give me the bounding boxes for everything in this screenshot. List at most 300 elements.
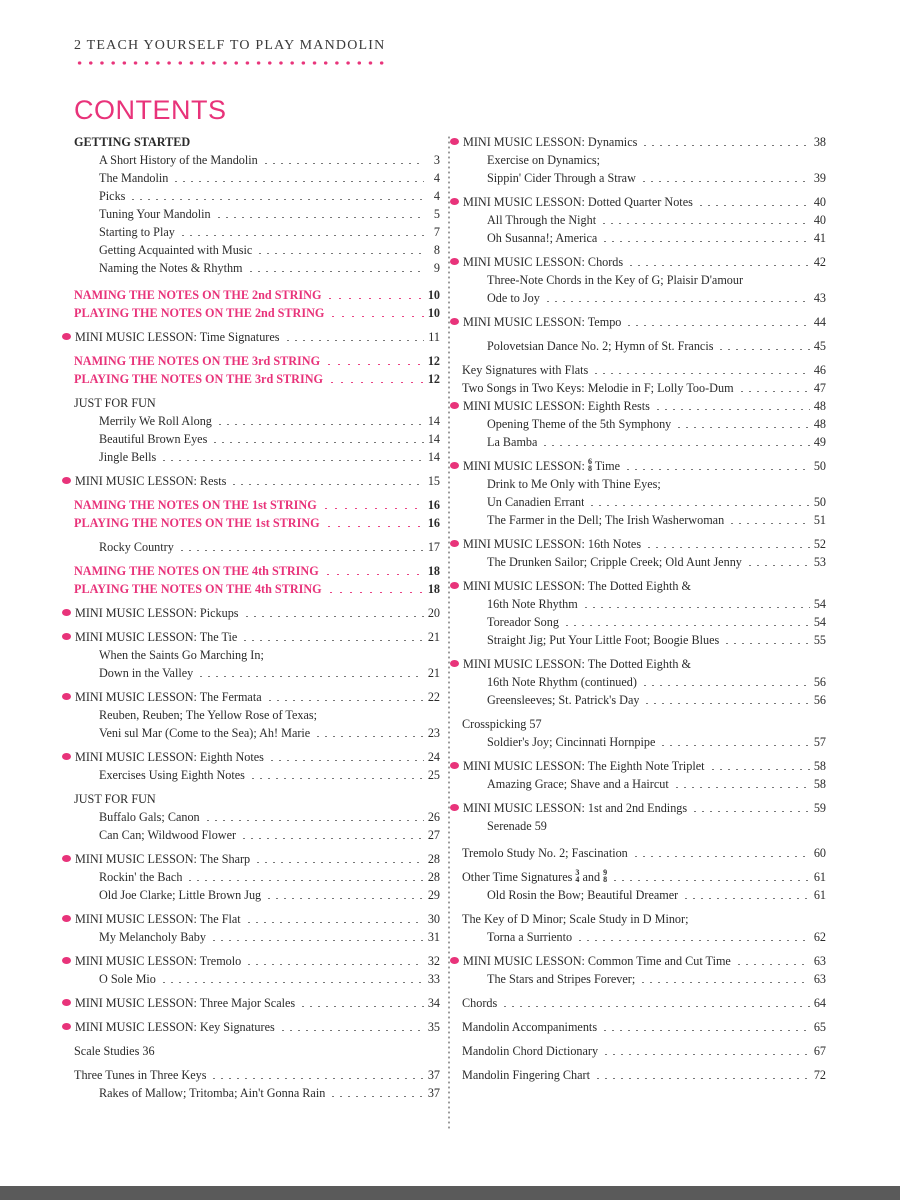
toc-page-number: 59 <box>813 801 826 815</box>
toc-entry[interactable] <box>74 259 440 277</box>
toc-entry[interactable] <box>462 169 826 187</box>
dot-leader <box>576 929 810 941</box>
toc-entry-title: JUST FOR FUN <box>74 396 156 410</box>
toc-entry[interactable] <box>74 205 440 223</box>
toc-entry[interactable] <box>462 361 826 379</box>
toc-entry[interactable] <box>462 1066 826 1084</box>
toc-entry-title: MINI MUSIC LESSON: The Eighth Note Triplet <box>450 757 705 775</box>
toc-page-number: 23 <box>427 726 440 740</box>
toc-entry[interactable] <box>62 328 440 346</box>
dot-leader <box>204 809 424 821</box>
dot-leader <box>249 767 424 779</box>
toc-entry-title: A Short History of the Mandolin <box>99 153 258 167</box>
toc-entry[interactable] <box>74 664 440 682</box>
toc-entry-title: Other Time Signatures 3 4 and 9 8 <box>462 868 608 884</box>
toc-page-number: 4 <box>433 171 440 185</box>
toc-entry[interactable] <box>450 655 826 673</box>
dot-leader <box>645 536 810 548</box>
toc-entry[interactable] <box>74 352 440 370</box>
toc-entry[interactable] <box>74 970 440 988</box>
toc-page-number: 16 <box>427 516 440 530</box>
toc-entry[interactable] <box>462 337 826 355</box>
toc-entry-title: The Key of D Minor; Scale Study in D Minor; <box>462 912 689 926</box>
toc-entry-title: PLAYING THE NOTES ON THE 2nd STRING <box>74 306 325 320</box>
toc-entry[interactable] <box>62 688 440 706</box>
toc-entry-title: 16th Note Rhythm <box>487 597 578 611</box>
toc-right-column <box>462 133 826 1084</box>
toc-entry[interactable] <box>62 472 440 490</box>
toc-entry-title: MINI MUSIC LESSON: The Fermata <box>62 688 262 706</box>
toc-entry[interactable] <box>62 748 440 766</box>
dot-leader <box>624 458 810 470</box>
toc-entry-title: Crosspicking 57 <box>462 717 542 731</box>
toc-page-number: 18 <box>427 582 440 596</box>
toc-entry-title: Two Songs in Two Keys: Melodie in F; Lolly Too-Dum <box>462 381 734 395</box>
toc-entry[interactable] <box>74 133 440 151</box>
dot-leader <box>299 995 424 1007</box>
toc-entry-title: Ode to Joy <box>487 291 540 305</box>
toc-entry-title: Buffalo Gals; Canon <box>99 810 200 824</box>
toc-entry-title: MINI MUSIC LESSON: The Tie <box>62 628 237 646</box>
toc-entry[interactable] <box>74 448 440 466</box>
toc-page-number: 57 <box>813 735 826 749</box>
toc-page-number: 24 <box>427 750 440 764</box>
toc-entry[interactable] <box>462 886 826 904</box>
toc-entry[interactable] <box>462 595 826 613</box>
dot-leader <box>709 758 810 770</box>
toc-page-number: 38 <box>813 135 826 149</box>
dot-leader <box>241 629 424 641</box>
toc-entry[interactable] <box>74 706 440 724</box>
toc-entry-title: MINI MUSIC LESSON: The Flat <box>62 910 241 928</box>
dot-leader <box>160 971 424 983</box>
toc-entry-title: Jingle Bells <box>99 450 157 464</box>
toc-entry[interactable] <box>462 817 826 835</box>
toc-entry[interactable] <box>74 370 440 388</box>
toc-page-number: 14 <box>427 414 440 428</box>
toc-entry[interactable] <box>450 757 826 775</box>
toc-page-number: 53 <box>813 555 826 569</box>
toc-page-number: 26 <box>427 810 440 824</box>
toc-entry-title: Mandolin Accompaniments <box>462 1020 598 1034</box>
toc-entry-title: The Farmer in the Dell; The Irish Washerwoman <box>487 513 725 527</box>
dot-leader <box>675 416 810 428</box>
toc-page-number: 62 <box>813 930 826 944</box>
toc-entry-title: My Melancholy Baby <box>99 930 206 944</box>
column-divider <box>448 135 450 1130</box>
toc-entry-title: GETTING STARTED <box>74 135 191 149</box>
toc-page-number: 47 <box>813 381 826 395</box>
toc-entry[interactable] <box>462 673 826 691</box>
toc-page-number: 35 <box>427 1020 440 1034</box>
dot-leader <box>627 254 810 266</box>
dot-leader <box>563 614 810 626</box>
toc-entry[interactable] <box>62 1018 440 1036</box>
dot-leader <box>632 845 810 857</box>
toc-entry[interactable] <box>74 151 440 169</box>
dot-leader <box>210 929 424 941</box>
toc-entry[interactable] <box>462 994 826 1012</box>
dot-leader <box>541 434 809 446</box>
toc-entry[interactable] <box>462 970 826 988</box>
toc-entry[interactable] <box>462 868 826 886</box>
time-signature-glyph: 3 4 <box>575 868 580 884</box>
toc-page-number: 50 <box>813 495 826 509</box>
toc-entry[interactable] <box>74 580 440 598</box>
toc-entry-title: Un Canadien Errant <box>487 495 585 509</box>
toc-entry[interactable] <box>62 910 440 928</box>
toc-entry[interactable] <box>462 613 826 631</box>
toc-entry[interactable] <box>74 928 440 946</box>
toc-page-number: 10 <box>427 306 440 320</box>
toc-entry-title: MINI MUSIC LESSON: The Sharp <box>62 850 250 868</box>
dot-leader <box>601 1019 810 1031</box>
toc-entry-title: Rockin' the Bach <box>99 870 183 884</box>
toc-spacer <box>462 835 826 844</box>
toc-page-number: 10 <box>427 288 440 302</box>
toc-page-number: 32 <box>427 954 440 968</box>
toc-entry[interactable] <box>74 304 440 322</box>
toc-entry[interactable] <box>462 475 826 493</box>
toc-entry[interactable] <box>74 514 440 532</box>
dot-leader <box>327 371 424 383</box>
toc-entry-title: Rakes of Mallow; Tritomba; Ain't Gonna Rain <box>99 1086 326 1100</box>
dot-leader <box>178 539 424 551</box>
toc-entry[interactable] <box>462 151 826 169</box>
toc-entry-title: Exercises Using Eighth Notes <box>99 768 245 782</box>
toc-entry-title: MINI MUSIC LESSON: Eighth Notes <box>62 748 264 766</box>
toc-entry[interactable] <box>462 553 826 571</box>
toc-entry-title: Sippin' Cider Through a Straw <box>487 171 636 185</box>
toc-entry[interactable] <box>74 286 440 304</box>
toc-entry[interactable] <box>74 538 440 556</box>
dotted-rule <box>74 60 384 66</box>
toc-entry-title: Old Joe Clarke; Little Brown Jug <box>99 888 262 902</box>
toc-page-number: 42 <box>813 255 826 269</box>
toc-page-number: 72 <box>813 1068 826 1082</box>
toc-entry-title: MINI MUSIC LESSON: Time Signatures <box>62 328 280 346</box>
toc-page-number: 40 <box>813 213 826 227</box>
dot-leader <box>501 995 810 1007</box>
toc-page-number: 54 <box>813 597 826 611</box>
toc-entry-title: MINI MUSIC LESSON: The Dotted Eighth & <box>450 655 691 673</box>
toc-entry[interactable] <box>462 715 826 733</box>
toc-entry-title: MINI MUSIC LESSON: 1st and 2nd Endings <box>450 799 687 817</box>
toc-entry[interactable] <box>74 808 440 826</box>
toc-page-number: 17 <box>427 540 440 554</box>
toc-entry-title: MINI MUSIC LESSON: 16th Notes <box>450 535 641 553</box>
toc-entry[interactable] <box>450 457 826 475</box>
dot-leader <box>245 911 424 923</box>
toc-page-number: 37 <box>427 1068 440 1082</box>
toc-entry[interactable] <box>74 1084 440 1102</box>
toc-page-number: 21 <box>427 666 440 680</box>
dot-leader <box>602 1043 810 1055</box>
toc-entry[interactable] <box>450 799 826 817</box>
toc-entry-title: Tremolo Study No. 2; Fascination <box>462 846 628 860</box>
toc-entry-title: Merrily We Roll Along <box>99 414 212 428</box>
toc-page-number: 41 <box>813 231 826 245</box>
toc-entry-title: Torna a Surriento <box>487 930 573 944</box>
toc-entry-title: PLAYING THE NOTES ON THE 1st STRING <box>74 516 320 530</box>
dot-leader <box>601 230 809 242</box>
toc-entry[interactable] <box>450 397 826 415</box>
dot-leader <box>216 413 424 425</box>
dot-leader <box>738 380 810 392</box>
dot-leader <box>641 674 810 686</box>
toc-entry-title: Rocky Country <box>99 540 174 554</box>
toc-entry[interactable] <box>62 994 440 1012</box>
dot-leader <box>697 194 810 206</box>
dot-leader <box>600 212 810 224</box>
toc-entry[interactable] <box>450 952 826 970</box>
dot-leader <box>544 290 810 302</box>
toc-page-number: 56 <box>813 693 826 707</box>
dot-leader <box>186 869 423 881</box>
toc-entry[interactable] <box>462 433 826 451</box>
toc-page-number: 33 <box>427 972 440 986</box>
dot-leader <box>640 170 810 182</box>
dot-leader <box>256 242 424 254</box>
toc-entry[interactable] <box>462 1042 826 1060</box>
toc-entry-title: MINI MUSIC LESSON: Pickups <box>62 604 239 622</box>
dot-leader <box>588 494 809 506</box>
toc-entry[interactable] <box>74 187 440 205</box>
toc-entry[interactable] <box>74 394 440 412</box>
toc-entry-title: The Mandolin <box>99 171 169 185</box>
dot-leader <box>245 953 424 965</box>
toc-entry-title: MINI MUSIC LESSON: Tempo <box>450 313 621 331</box>
toc-entry-title: Beautiful Brown Eyes <box>99 432 208 446</box>
toc-entry[interactable] <box>74 646 440 664</box>
toc-entry[interactable] <box>74 724 440 742</box>
contents-title: CONTENTS <box>74 95 227 125</box>
toc-page-number: 3 <box>433 153 440 167</box>
toc-entry[interactable] <box>74 1066 440 1084</box>
toc-entry-title: MINI MUSIC LESSON: Eighth Rests <box>450 397 650 415</box>
toc-entry[interactable] <box>450 133 826 151</box>
toc-entry[interactable] <box>62 604 440 622</box>
dot-leader <box>329 1085 424 1097</box>
toc-spacer <box>74 277 440 286</box>
toc-page-number: 45 <box>813 339 826 353</box>
dot-leader <box>717 338 809 350</box>
toc-entry[interactable] <box>462 733 826 751</box>
toc-page-number: 28 <box>427 852 440 866</box>
toc-entry-title: Soldier's Joy; Cincinnati Hornpipe <box>487 735 656 749</box>
toc-entry[interactable] <box>462 631 826 649</box>
toc-entry-title: Mandolin Fingering Chart <box>462 1068 590 1082</box>
dot-leader <box>691 800 810 812</box>
toc-page-number: 20 <box>427 606 440 620</box>
dot-leader <box>265 887 424 899</box>
toc-entry-title: Reuben, Reuben; The Yellow Rose of Texas; <box>99 708 318 722</box>
toc-entry[interactable] <box>462 289 826 307</box>
toc-entry[interactable] <box>462 415 826 433</box>
dot-leader <box>284 329 424 341</box>
dot-leader <box>240 827 424 839</box>
toc-entry[interactable] <box>450 253 826 271</box>
toc-entry[interactable] <box>462 928 826 946</box>
time-signature-glyph: 9 8 <box>603 868 608 884</box>
dot-leader <box>582 596 810 608</box>
toc-entry[interactable] <box>74 790 440 808</box>
toc-page-number: 29 <box>427 888 440 902</box>
toc-page-number: 67 <box>813 1044 826 1058</box>
toc-page-number: 52 <box>813 537 826 551</box>
dot-leader <box>723 632 810 644</box>
dot-leader <box>179 224 424 236</box>
time-signature-glyph: 6 8 <box>587 457 592 473</box>
toc-entry-title: MINI MUSIC LESSON: Key Signatures <box>62 1018 275 1036</box>
toc-page-number: 16 <box>427 498 440 512</box>
toc-page-number: 63 <box>813 972 826 986</box>
dot-leader <box>682 887 810 899</box>
toc-entry[interactable] <box>74 826 440 844</box>
toc-entry[interactable] <box>462 379 826 397</box>
dot-leader <box>728 512 810 524</box>
dot-leader <box>266 689 424 701</box>
toc-entry-title: Old Rosin the Bow; Beautiful Dreamer <box>487 888 679 902</box>
toc-entry-title: Polovetsian Dance No. 2; Hymn of St. Francis <box>487 339 714 353</box>
toc-page-number: 14 <box>427 432 440 446</box>
toc-entry[interactable] <box>462 511 826 529</box>
dot-leader <box>321 497 424 509</box>
toc-entry[interactable] <box>462 211 826 229</box>
toc-entry[interactable] <box>462 775 826 793</box>
toc-page-number: 5 <box>433 207 440 221</box>
toc-entry[interactable] <box>450 193 826 211</box>
toc-page-number: 37 <box>427 1086 440 1100</box>
toc-entry[interactable] <box>74 169 440 187</box>
toc-entry[interactable] <box>62 952 440 970</box>
toc-page-number: 65 <box>813 1020 826 1034</box>
toc-page-number: 63 <box>813 954 826 968</box>
toc-page-number: 55 <box>813 633 826 647</box>
toc-page-number: 18 <box>427 564 440 578</box>
toc-entry-title: Three Tunes in Three Keys <box>74 1068 207 1082</box>
dot-leader <box>643 692 809 704</box>
toc-entry[interactable] <box>74 1042 440 1060</box>
toc-entry[interactable] <box>450 577 826 595</box>
toc-page-number: 40 <box>813 195 826 209</box>
toc-page-number: 25 <box>427 768 440 782</box>
toc-entry[interactable] <box>62 628 440 646</box>
toc-page-number: 7 <box>433 225 440 239</box>
toc-entry[interactable] <box>74 886 440 904</box>
dot-leader <box>654 398 810 410</box>
toc-entry-title: Amazing Grace; Shave and a Haircut <box>487 777 669 791</box>
toc-page-number: 58 <box>813 777 826 791</box>
toc-entry[interactable] <box>74 766 440 784</box>
toc-entry[interactable] <box>74 562 440 580</box>
dot-leader <box>594 1067 810 1079</box>
toc-page-number: 9 <box>433 261 440 275</box>
toc-page-number: 50 <box>813 459 826 473</box>
toc-page-number: 56 <box>813 675 826 689</box>
toc-entry-title: Picks <box>99 189 126 203</box>
toc-page-number: 64 <box>813 996 826 1010</box>
toc-entry[interactable] <box>462 910 826 928</box>
toc-page-number: 34 <box>427 996 440 1010</box>
toc-entry[interactable] <box>74 241 440 259</box>
dot-leader <box>735 953 810 965</box>
toc-page-number: 22 <box>427 690 440 704</box>
bottom-band <box>0 1186 900 1200</box>
dot-leader <box>325 287 423 299</box>
toc-entry-title: PLAYING THE NOTES ON THE 4th STRING <box>74 582 322 596</box>
toc-entry-title: Chords <box>462 996 498 1010</box>
toc-page-number: 8 <box>433 243 440 257</box>
toc-page-number: 60 <box>813 846 826 860</box>
toc-entry[interactable] <box>462 1018 826 1036</box>
toc-entry-title: Exercise on Dynamics; <box>487 153 601 167</box>
toc-entry[interactable] <box>74 430 440 448</box>
dot-leader <box>324 353 424 365</box>
dot-leader <box>211 431 423 443</box>
toc-entry-title: Key Signatures with Flats <box>462 363 589 377</box>
toc-entry-title: MINI MUSIC LESSON: Chords <box>450 253 623 271</box>
toc-entry-title: Opening Theme of the 5th Symphony <box>487 417 672 431</box>
toc-entry[interactable] <box>74 412 440 430</box>
toc-entry[interactable] <box>62 850 440 868</box>
toc-page-number: 48 <box>813 417 826 431</box>
toc-page-number: 15 <box>427 474 440 488</box>
dot-leader <box>314 725 424 737</box>
toc-entry[interactable] <box>462 844 826 862</box>
toc-page-number: 49 <box>813 435 826 449</box>
toc-entry[interactable] <box>74 496 440 514</box>
toc-entry-title: Tuning Your Mandolin <box>99 207 211 221</box>
toc-entry-title: MINI MUSIC LESSON: Three Major Scales <box>62 994 295 1012</box>
dot-leader <box>215 206 424 218</box>
toc-entry[interactable] <box>74 868 440 886</box>
toc-entry-title: The Drunken Sailor; Cripple Creek; Old Aunt Jenny <box>487 555 742 569</box>
toc-page-number: 58 <box>813 759 826 773</box>
dot-leader <box>659 734 809 746</box>
toc-entry[interactable] <box>74 223 440 241</box>
toc-page-number: 28 <box>427 870 440 884</box>
toc-entry-title: Scale Studies 36 <box>74 1044 155 1058</box>
toc-entry-title: MINI MUSIC LESSON: 6 8 Time <box>450 457 620 475</box>
dot-leader <box>625 314 809 326</box>
toc-entry-title: JUST FOR FUN <box>74 792 156 806</box>
toc-entry[interactable] <box>462 271 826 289</box>
toc-entry[interactable] <box>450 535 826 553</box>
toc-page-number: 27 <box>427 828 440 842</box>
toc-entry-title: Mandolin Chord Dictionary <box>462 1044 599 1058</box>
toc-entry[interactable] <box>462 691 826 709</box>
toc-entry-title: MINI MUSIC LESSON: Common Time and Cut Time <box>450 952 731 970</box>
dot-leader <box>172 170 424 182</box>
toc-entry-title: MINI MUSIC LESSON: Rests <box>62 472 226 490</box>
toc-entry-title: NAMING THE NOTES ON THE 1st STRING <box>74 498 317 512</box>
toc-entry-title: PLAYING THE NOTES ON THE 3rd STRING <box>74 372 324 386</box>
toc-entry-title: MINI MUSIC LESSON: Dynamics <box>450 133 637 151</box>
dot-leader <box>746 554 810 566</box>
dot-leader <box>323 563 424 575</box>
toc-entry[interactable] <box>462 493 826 511</box>
toc-entry-title: Straight Jig; Put Your Little Foot; Boogie Blues <box>487 633 720 647</box>
toc-entry-title: Getting Acquainted with Music <box>99 243 253 257</box>
toc-entry-title: All Through the Night <box>487 213 597 227</box>
toc-entry[interactable] <box>450 313 826 331</box>
toc-entry-title: Naming the Notes & Rhythm <box>99 261 243 275</box>
toc-page-number: 11 <box>428 330 440 344</box>
toc-entry-title: Starting to Play <box>99 225 175 239</box>
toc-entry[interactable] <box>462 229 826 247</box>
dot-leader <box>611 869 810 881</box>
